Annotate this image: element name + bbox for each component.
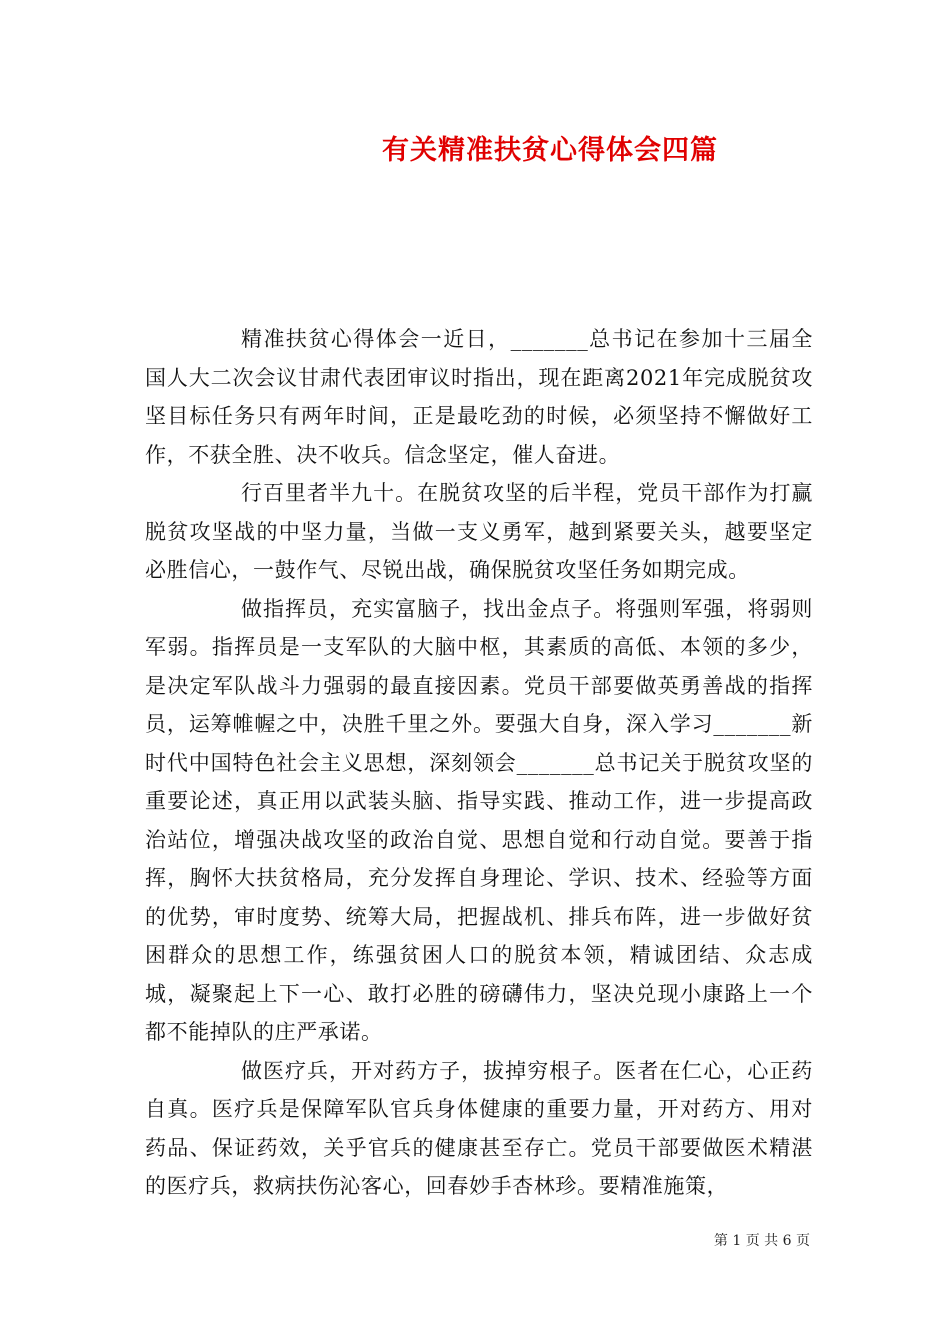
document-title: 有关精准扶贫心得体会四篇 — [382, 135, 718, 166]
page-number: 第 1 页 共 6 页 — [713, 1233, 810, 1249]
paragraph-4: 做医疗兵，开对药方子，拔掉穷根子。医者在仁心，心正药自真。医疗兵是保障军队官兵身体健康的重要力量，开对药方、用对药品、保证药效，关乎官兵的健康甚至存亡。党员干部要做医术精湛的医疗兵，救病扶伤沁客心，回春妙手杏林珍。要精准施策， — [145, 1058, 813, 1198]
paragraph-2: 行百里者半九十。在脱贫攻坚的后半程，党员干部作为打赢脱贫攻坚战的中坚力量，当做一支义勇军，越到紧要关头，越要坚定必胜信心，一鼓作气、尽锐出战，确保脱贫攻坚任务如期完成。 — [145, 481, 813, 582]
paragraph-3: 做指挥员，充实富脑子，找出金点子。将强则军强，将弱则军弱。指挥员是一支军队的大脑中枢，其素质的高低、本领的多少，是决定军队战斗力强弱的最直接因素。党员干部要做英勇善战的指挥员，运筹帷幄之中，决胜千里之外。要强大自身，深入学习_______新时代中国特色社会主义思想，深刻领会_______总书记关于脱贫攻坚的重要论述，真正用以武装头脑、指导实践、推动工作，进一步提高政治站位，增强决战攻坚的政治自觉、思想自觉和行动自觉。要善于指挥，胸怀大扶贫格局，充分发挥自身理论、学识、技术、经验等方面的优势，审时度势、统筹大局，把握战机、排兵布阵，进一步做好贫困群众的思想工作，练强贫困人口的脱贫本领，精诚团结、众志成城，凝聚起上下一心、敢打必胜的磅礴伟力，坚决兑现小康路上一个都不能掉队的庄严承诺。 — [145, 596, 813, 1044]
paragraph-1: 精准扶贫心得体会一近日，_______总书记在参加十三届全国人大二次会议甘肃代表团审议时指出，现在距离2021年完成脱贫攻坚目标任务只有两年时间，正是最吃劲的时候，必须坚持不懈做好工作，不获全胜、决不收兵。信念坚定，催人奋进。 — [145, 327, 813, 467]
document-body — [145, 320, 813, 1206]
